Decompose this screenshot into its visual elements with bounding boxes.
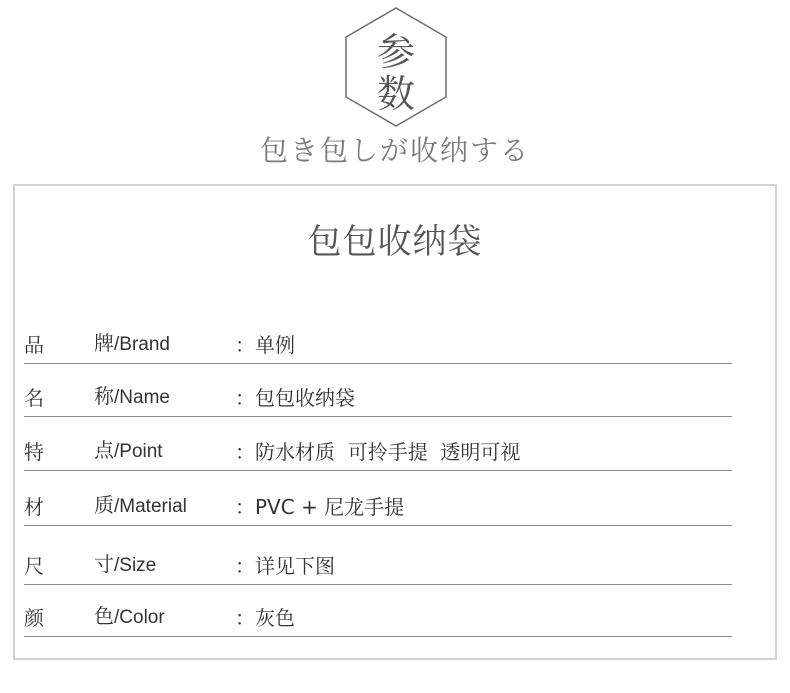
product-title: 包包收纳袋 xyxy=(307,222,483,262)
spec-label-en: /Color xyxy=(114,607,165,628)
spec-label-cn: 点 xyxy=(94,438,114,462)
spec-label xyxy=(94,493,187,519)
spec-label-cn: 色 xyxy=(94,604,114,628)
spec-value-text: 包包收纳袋 xyxy=(255,386,355,410)
spec-colon: ： xyxy=(235,440,255,464)
spec-label xyxy=(94,384,170,410)
spec-colon: ： xyxy=(235,495,255,519)
spec-row-material xyxy=(24,485,732,526)
spec-char: 尺 xyxy=(24,554,44,578)
spec-label-cn: 牌 xyxy=(94,331,114,355)
spec-label-en: /Size xyxy=(114,555,157,576)
spec-value-text: 详见下图 xyxy=(255,554,335,578)
spec-label-en: /Brand xyxy=(114,334,170,355)
spec-char: 名 xyxy=(24,386,44,410)
spec-label xyxy=(94,604,165,630)
spec-value-text: 单例 xyxy=(255,333,295,357)
spec-colon: ： xyxy=(235,386,255,410)
section-subtitle: 包き包しが收纳する xyxy=(259,134,530,167)
parameters-badge xyxy=(343,6,449,128)
spec-label xyxy=(94,552,156,578)
spec-char: 特 xyxy=(24,440,44,464)
spec-char: 品 xyxy=(24,333,44,357)
spec-label-cn: 质 xyxy=(94,493,114,517)
spec-label xyxy=(94,331,170,357)
spec-row-size xyxy=(24,544,732,585)
badge-char-2: 数 xyxy=(376,72,415,116)
spec-char: 材 xyxy=(24,495,44,519)
spec-label-en: /Point xyxy=(114,441,163,462)
badge-char-1: 参 xyxy=(376,30,415,74)
spec-value xyxy=(235,333,295,357)
spec-char: 颜 xyxy=(24,606,44,630)
spec-row-color xyxy=(24,596,732,637)
spec-colon: ： xyxy=(235,333,255,357)
spec-value xyxy=(235,495,404,519)
spec-row-name xyxy=(24,376,732,417)
spec-label-en: /Name xyxy=(114,387,170,408)
spec-colon: ： xyxy=(235,606,255,630)
spec-label-en: /Material xyxy=(114,496,187,517)
spec-label xyxy=(94,438,163,464)
spec-value xyxy=(235,386,355,410)
spec-value xyxy=(235,440,520,464)
spec-label-cn: 寸 xyxy=(94,552,114,576)
spec-value-text: 防水材质 可拎手提 透明可视 xyxy=(255,440,521,464)
spec-colon: ： xyxy=(235,554,255,578)
spec-value xyxy=(235,606,295,630)
spec-value xyxy=(235,554,335,578)
spec-label-cn: 称 xyxy=(94,384,114,408)
spec-value-text: 灰色 xyxy=(255,606,295,630)
spec-row-point xyxy=(24,430,732,471)
spec-value-text: PVC + 尼龙手提 xyxy=(255,495,405,519)
spec-row-brand xyxy=(24,323,732,364)
